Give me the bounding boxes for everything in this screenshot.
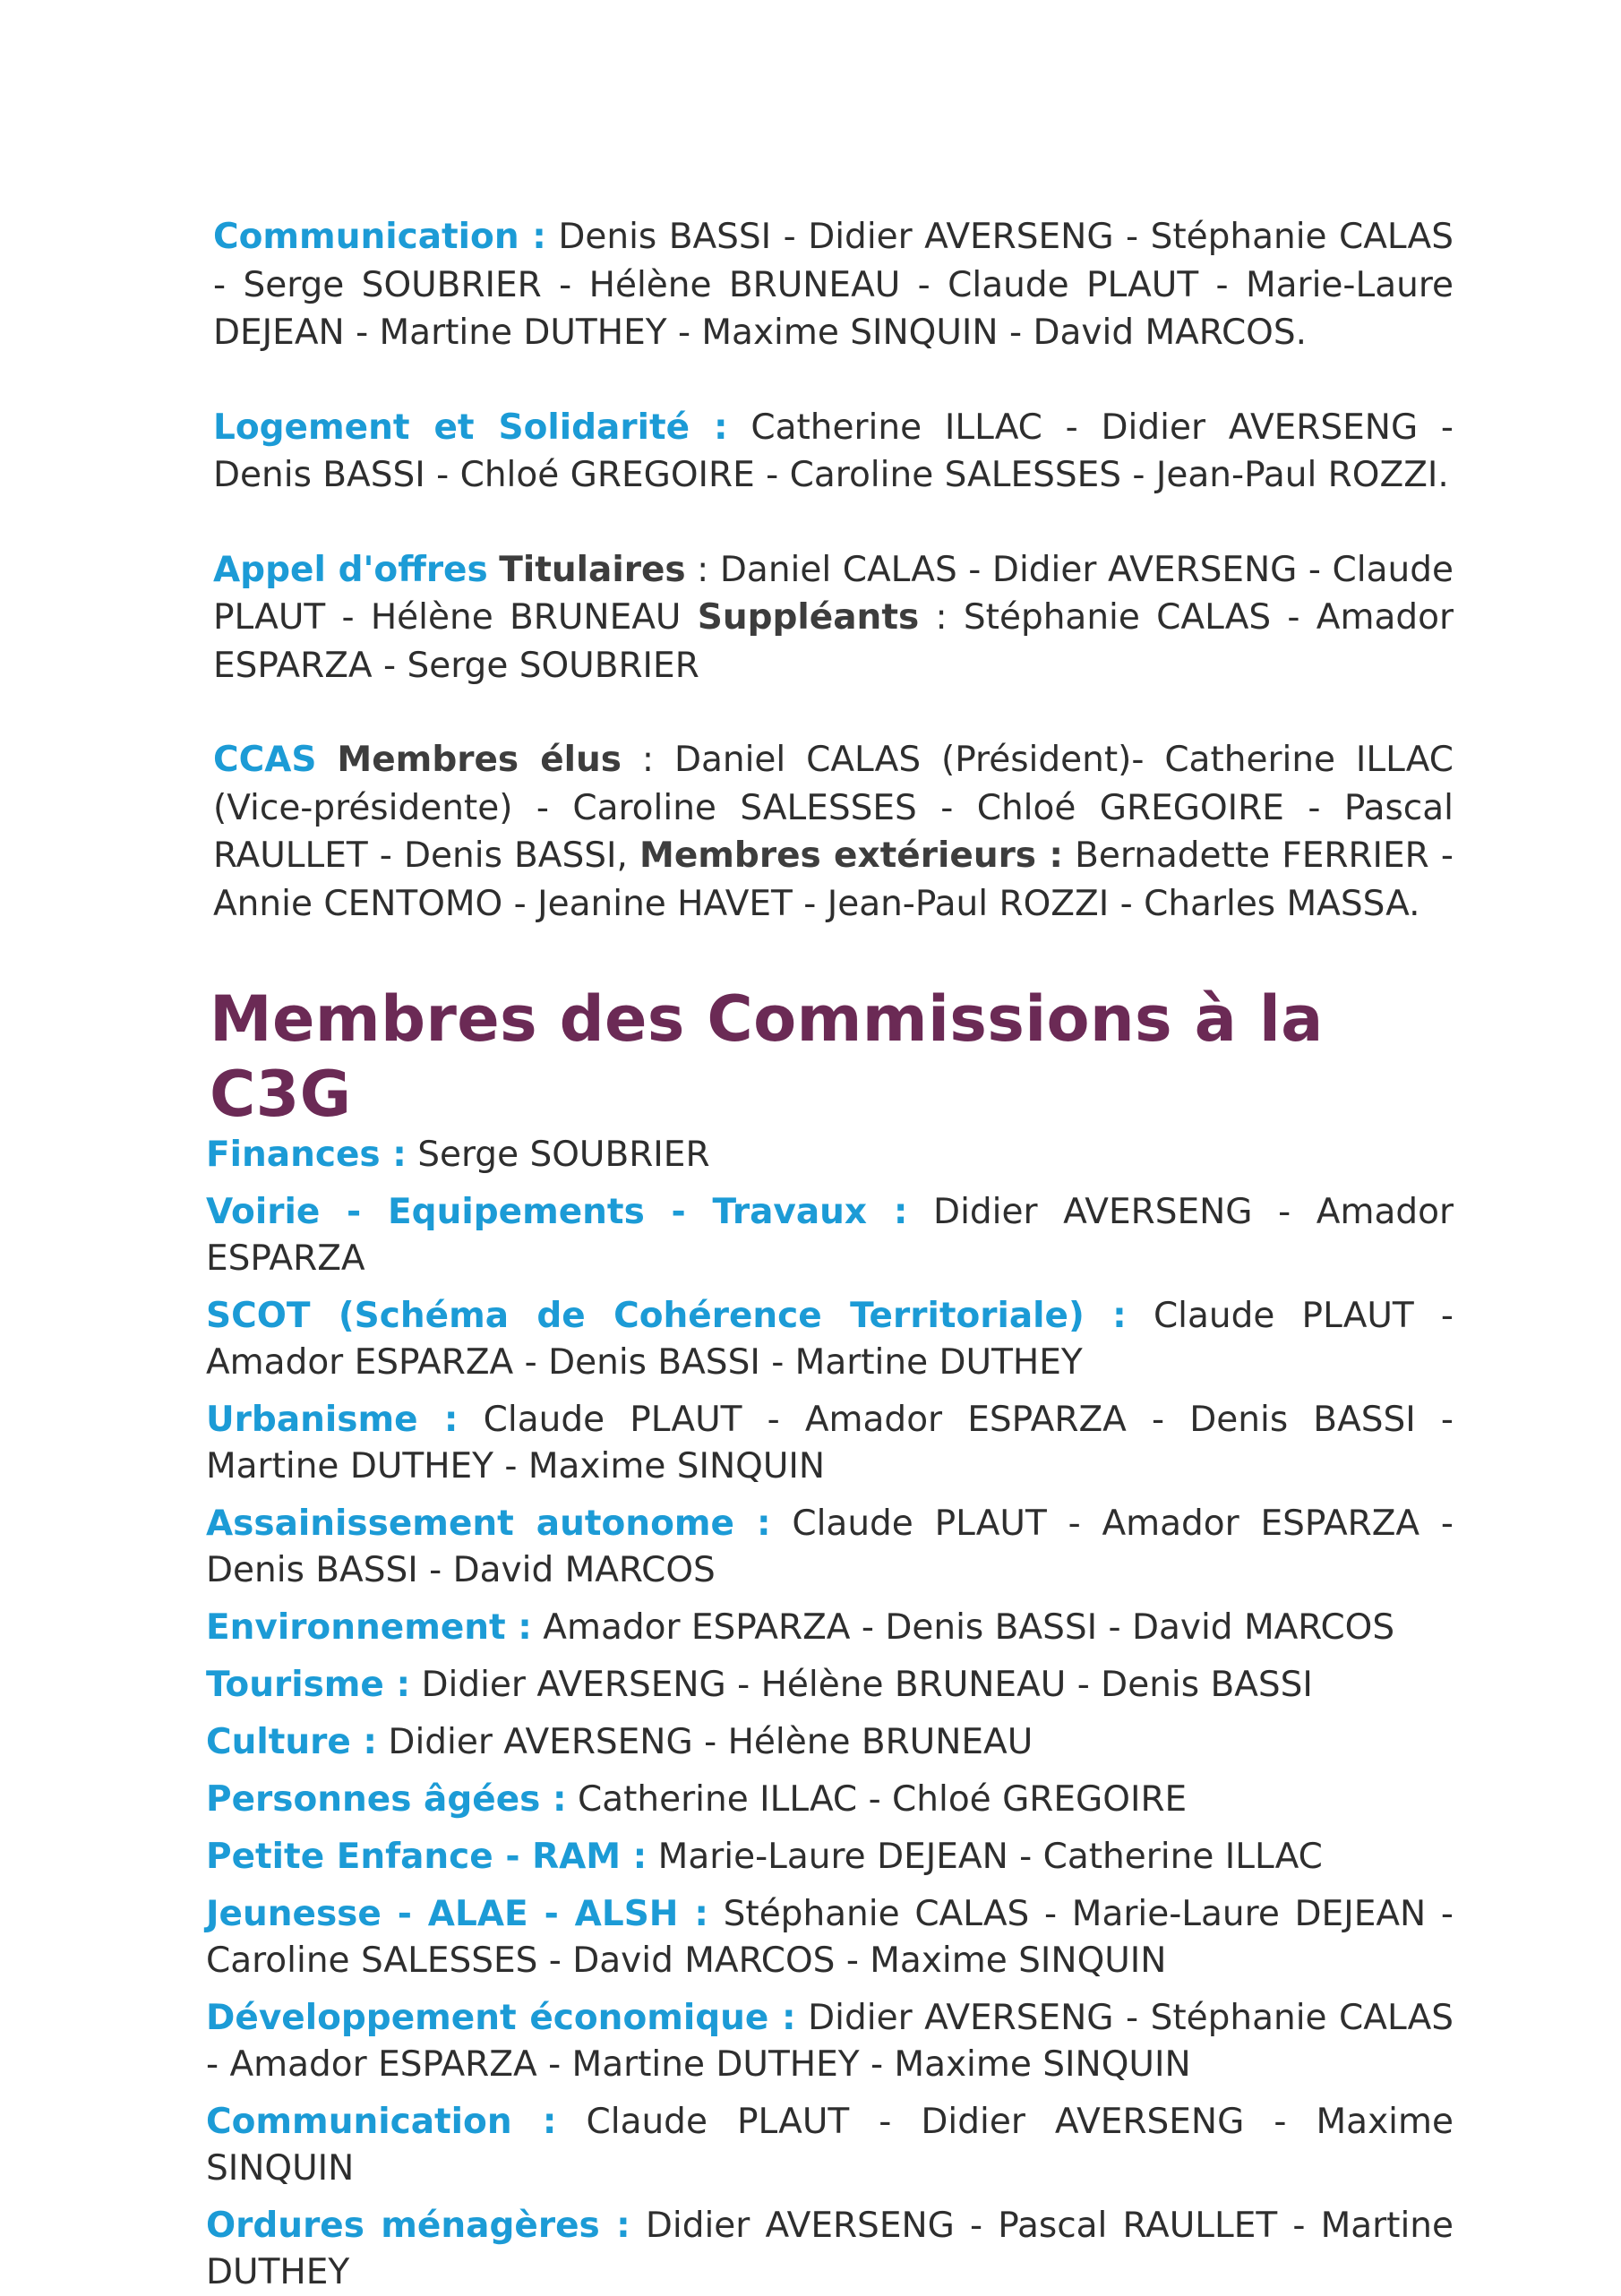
c3g-commission-label: Finances : [206, 1135, 407, 1175]
c3g-commission-label: Jeunesse - ALAE - ALSH : [206, 1894, 708, 1934]
c3g-commission-members: Marie-Laure DEJEAN - Catherine ILLAC [647, 1837, 1323, 1877]
c3g-commission-members: Didier AVERSENG - Hélène BRUNEAU - Denis BASSI [410, 1665, 1313, 1705]
c3g-commission-label: Culture : [206, 1722, 378, 1762]
c3g-commission-row [206, 1995, 1454, 2088]
c3g-commission-row [206, 1132, 1454, 1178]
c3g-commission-members: Catherine ILLAC - Chloé GREGOIRE [566, 1779, 1188, 1820]
c3g-commission-members: Didier AVERSENG - Stéphanie CALAS - Amador ESPARZA - Martine DUTHEY - Maxime SINQUIN [206, 1998, 1454, 2085]
c3g-commission-members: Amador ESPARZA - Denis BASSI - David MARCOS [531, 1607, 1395, 1648]
c3g-commission-row [206, 1293, 1454, 1386]
membres-exterieurs-label: Membres extérieurs : [639, 835, 1063, 876]
c3g-commission-row [206, 1777, 1454, 1823]
c3g-commission-members: Stéphanie CALAS - Marie-Laure DEJEAN - Caroline SALESSES - David MARCOS - Maxime SINQUIN [206, 1894, 1454, 1981]
c3g-commission-members: Claude PLAUT - Didier AVERSENG - Maxime SINQUIN [206, 2102, 1454, 2189]
c3g-commission-label: Voirie - Equipements - Travaux : [206, 1192, 908, 1232]
document-content [206, 213, 1454, 2296]
commission-label: Communication : [213, 217, 546, 257]
titulaires-label: Titulaires [499, 549, 686, 590]
c3g-commission-row [206, 1662, 1454, 1709]
membres-exterieurs: Bernadette FERRIER - Annie CENTOMO - Jeanine HAVET - Jean-Paul ROZZI - Charles MASSA. [213, 835, 1454, 924]
commission-appel-offres [213, 546, 1454, 690]
titulaires-members: : Daniel CALAS - Didier AVERSENG - Claude PLAUT - Hélène BRUNEAU [213, 549, 1454, 638]
c3g-commission-list [206, 1132, 1454, 2296]
c3g-commission-members: Didier AVERSENG - Amador ESPARZA [206, 1192, 1454, 1279]
c3g-commission-label: Personnes âgées : [206, 1779, 567, 1820]
section-heading-c3g: Membres des Commissions à la C3G [210, 982, 1324, 1131]
c3g-commission-label: Urbanisme : [206, 1400, 459, 1440]
suppleants-members: : Stéphanie CALAS - Amador ESPARZA - Serge SOUBRIER [213, 597, 1454, 686]
membres-elus-label: Membres élus [337, 740, 622, 780]
c3g-commission-label: Communication : [206, 2102, 557, 2142]
c3g-commission-label: Développement économique : [206, 1998, 796, 2038]
c3g-commission-row [206, 1397, 1454, 1490]
membres-elus: : Daniel CALAS (Président)- Catherine ILLAC (Vice-présidente) - Caroline SALESSES - Chloé GREGOIRE - Pascal RAULLET - Denis BASSI, [213, 740, 1454, 876]
c3g-commission-row [206, 1834, 1454, 1880]
commission-communication [213, 213, 1454, 357]
c3g-commission-row [206, 1501, 1454, 1594]
c3g-commission-label: Ordures ménagères : [206, 2206, 630, 2246]
c3g-commission-label: Assainissement autonome : [206, 1504, 771, 1544]
c3g-commission-label: Tourisme : [206, 1665, 411, 1705]
c3g-commission-label: Environnement : [206, 1607, 532, 1648]
commission-label: Logement et Solidarité : [213, 407, 728, 448]
c3g-commission-members: Serge SOUBRIER [406, 1135, 710, 1175]
c3g-commission-row [206, 2099, 1454, 2192]
c3g-commission-members: Claude PLAUT - Amador ESPARZA - Denis BASSI - David MARCOS [206, 1504, 1454, 1590]
commission-logement [213, 404, 1454, 500]
c3g-commission-row [206, 1719, 1454, 1766]
commission-label: Appel d'offres [213, 549, 488, 590]
c3g-commission-label: SCOT (Schéma de Cohérence Territoriale) : [206, 1296, 1127, 1336]
c3g-commission-label: Petite Enfance - RAM : [206, 1837, 648, 1877]
commission-ccas [213, 736, 1454, 928]
c3g-commission-members: Claude PLAUT - Amador ESPARZA - Denis BASSI - Martine DUTHEY - Maxime SINQUIN [206, 1400, 1454, 1486]
c3g-commission-members: Claude PLAUT - Amador ESPARZA - Denis BASSI - Martine DUTHEY [206, 1296, 1454, 1383]
c3g-commission-row [206, 1891, 1454, 1984]
c3g-commission-row [206, 1189, 1454, 1282]
commission-members: Catherine ILLAC - Didier AVERSENG - Denis BASSI - Chloé GREGOIRE - Caroline SALESSES - Jean-Paul ROZZI. [213, 407, 1454, 495]
c3g-commission-row [206, 2203, 1454, 2296]
c3g-commission-members: Didier AVERSENG - Pascal RAULLET - Martine DUTHEY [206, 2206, 1454, 2292]
c3g-commission-row [206, 1605, 1454, 1651]
c3g-commission-members: Didier AVERSENG - Hélène BRUNEAU [377, 1722, 1033, 1762]
suppleants-label: Suppléants [697, 597, 920, 638]
commission-label: CCAS [213, 740, 317, 780]
commission-members: Denis BASSI - Didier AVERSENG - Stéphanie CALAS - Serge SOUBRIER - Hélène BRUNEAU - Claude PLAUT - Marie-Laure DEJEAN - Martine DUTHEY - Maxime SINQUIN - David MARCOS. [213, 217, 1454, 353]
